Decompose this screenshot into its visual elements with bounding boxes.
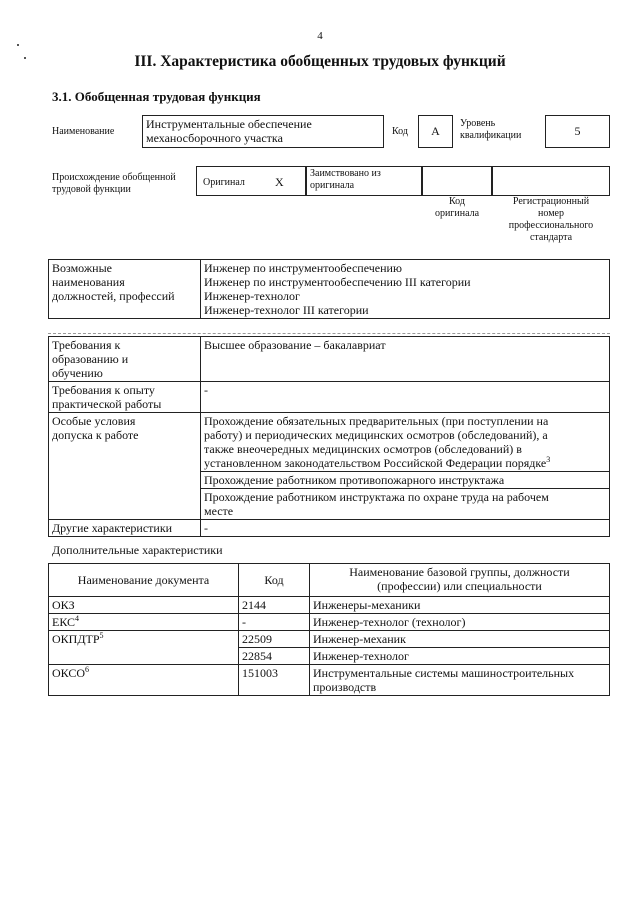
borrowed-line2: оригинала [310,180,355,191]
reg-line2: номер [538,208,564,219]
code-value: А [418,115,453,148]
section-title: III. Характеристика обобщенных трудовых функций [134,53,506,70]
table-row [49,665,610,696]
positions-label-line2: наименования [52,275,125,289]
footnote-marker: 4 [75,614,80,623]
row-code: 2144 [239,597,310,614]
name-value-line2: механосборочного участка [146,131,283,145]
condition-medical-line4 [204,456,606,470]
row-name: Инженеры-механики [310,597,610,614]
code-original-box [422,166,492,196]
name-value-line1: Инструментальные обеспечение [146,117,312,131]
condition-medical-line1: Прохождение обязательных предварительных (при поступлении на [204,414,549,428]
row-code: - [239,614,310,631]
position-item: Инженер-технолог III категории [204,303,369,317]
other-label: Другие характеристики [49,520,201,537]
additional-title: Дополнительные характеристики [52,543,223,557]
level-label-line1: Уровень [460,118,496,129]
code-original-line2: оригинала [434,208,480,219]
row-code: 151003 [239,665,310,696]
requirements-table [48,336,610,537]
condition-medical-line3: также внеочередных медицинских осмотров (обследований) в [204,442,522,456]
footnote-marker: 5 [99,631,104,640]
education-label-line2: образованию и [52,352,129,366]
condition-safety [201,489,610,520]
condition-fire: Прохождение работником противопожарного инструктажа [201,472,610,489]
scan-speck [17,44,19,46]
positions-values [201,260,610,319]
other-value: - [201,520,610,537]
footnote-marker: 3 [546,455,551,464]
positions-label-line3: должностей, профессий [52,289,175,303]
col-name-header [310,564,610,597]
origin-label [52,172,176,196]
condition-medical-line2: работу) и периодических медицинских осмотров (обследований), а [204,428,548,442]
row-code: 22854 [239,648,310,665]
row-name: Инструментальные системы машиностроительных производств [310,665,610,696]
reg-number-caption [492,196,610,244]
education-label-line3: обучению [52,366,103,380]
origin-label-line2: трудовой функции [52,184,131,195]
separator [48,333,610,334]
borrowed-line1: Заимствовано из [310,168,381,179]
condition-medical [201,413,610,472]
table-row [49,614,610,631]
positions-label [49,260,201,319]
row-doc-text: ЕКС [52,615,76,629]
subsection-title: 3.1. Обобщенная трудовая функция [52,89,261,104]
code-original-line1: Код [449,196,465,207]
conditions-label-line1: Особые условия [52,414,136,428]
reg-line1: Регистрационный [512,196,590,207]
row-doc [49,631,239,665]
footnote-marker: 6 [85,665,90,674]
original-box [196,166,306,196]
row-doc: ОКЗ [49,597,239,614]
table-row [49,597,610,614]
col-code-header: Код [239,564,310,597]
col-name-line2: (профессии) или специальности [377,579,542,593]
original-label: Оригинал [203,177,245,188]
original-mark: Х [275,175,284,189]
reg-line4: стандарта [529,232,573,243]
origin-label-line1: Происхождение обобщенной [52,172,176,183]
positions-table [48,259,610,319]
experience-label-line1: Требования к опыту [52,383,155,397]
row-name: Инженер-технолог [310,648,610,665]
education-label-line1: Требования к [52,338,121,352]
condition-safety-line2: месте [204,504,234,518]
reg-number-box [492,166,610,196]
borrowed-box [306,166,422,196]
additional-table [48,563,610,696]
row-doc [49,614,239,631]
col-name-line1: Наименование базовой группы, должности [349,565,570,579]
position-item: Инженер-технолог [204,289,300,303]
name-value-box [142,115,384,148]
row-doc [49,665,239,696]
level-label-line2: квалификации [460,130,522,141]
row-name: Инженер-технолог (технолог) [310,614,610,631]
page-number: 4 [317,30,323,42]
level-value: 5 [545,115,610,148]
row-name: Инженер-механик [310,631,610,648]
education-label [49,337,201,382]
row-doc-text: ОКСО [52,666,86,680]
table-row [49,631,610,648]
positions-label-line1: Возможные [52,261,112,275]
scan-speck [24,57,26,59]
row-doc-text: ОКПДТР [52,632,100,646]
level-label [460,118,521,142]
col-doc-header: Наименование документа [49,564,239,597]
conditions-label-line2: допуска к работе [52,428,139,442]
row-code: 22509 [239,631,310,648]
position-item: Инженер по инструментообеспечению [204,261,402,275]
code-original-caption [422,196,492,220]
experience-value: - [201,382,610,413]
experience-label [49,382,201,413]
name-label: Наименование [52,126,115,137]
code-label: Код [392,126,408,137]
condition-safety-line1: Прохождение работником инструктажа по охране труда на рабочем [204,490,549,504]
position-item: Инженер по инструментообеспечению III категории [204,275,471,289]
reg-line3: профессионального [508,220,594,231]
conditions-label [49,413,201,520]
education-value: Высшее образование – бакалавриат [201,337,610,382]
experience-label-line2: практической работы [52,397,162,411]
condition-medical-line4-text: установленном законодательством Российской Федерации порядке [204,456,547,470]
